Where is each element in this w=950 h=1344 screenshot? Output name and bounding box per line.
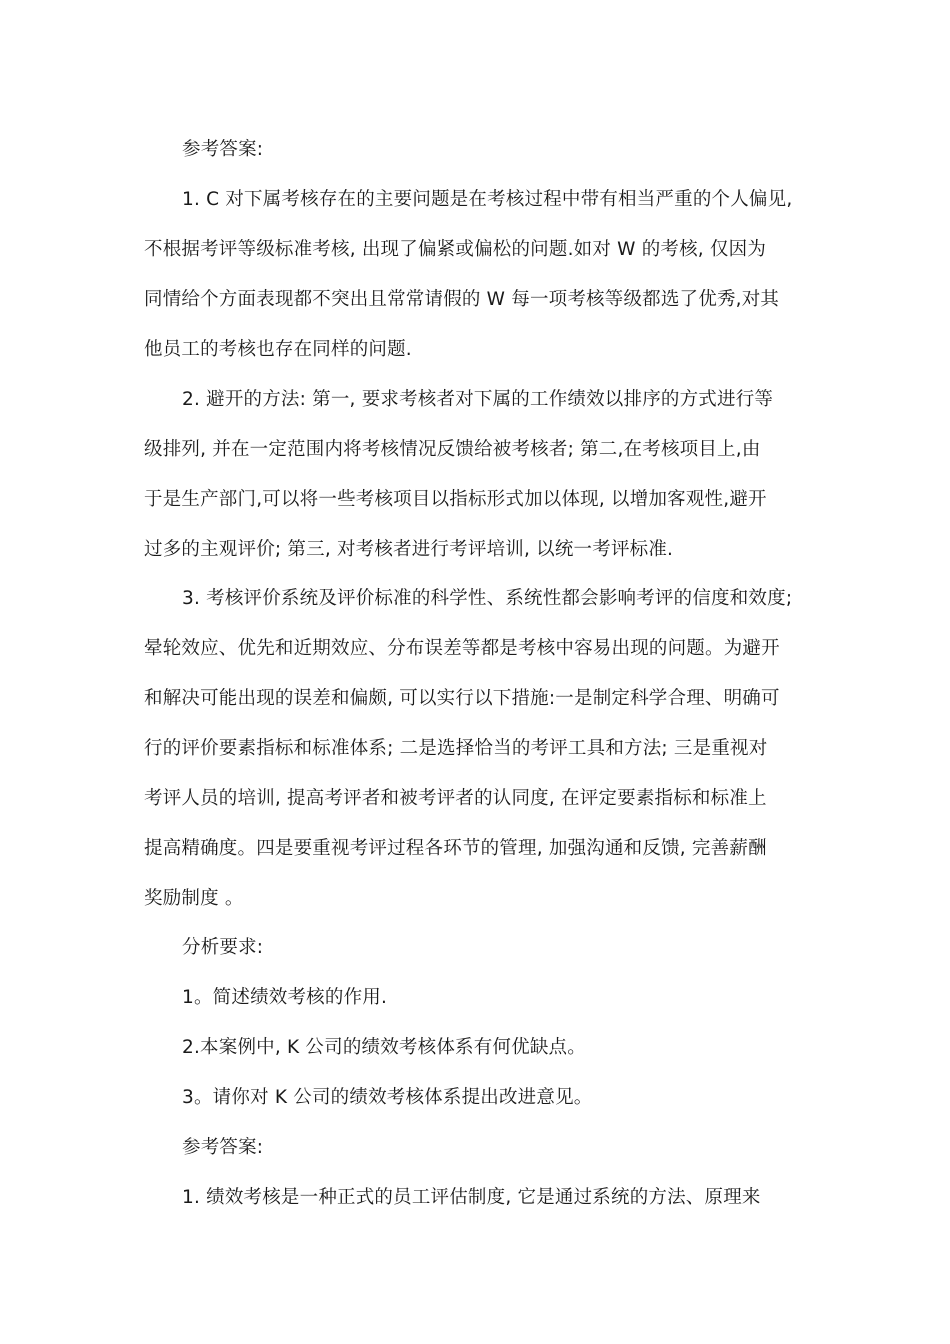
answer-2-line-2: 级排列, 并在一定范围内将考核情况反馈给被考核者; 第二,在考核项目上,由 [144,439,761,460]
section-heading-analysis-requirements: 分析要求: [182,937,264,958]
answer-3-line-5: 考评人员的培训, 提高考评者和被考评者的认同度, 在评定要素指标和标准上 [144,788,767,809]
section-heading-reference-answer: 参考答案: [182,139,264,160]
answer-3-line-2: 晕轮效应、优先和近期效应、分布误差等都是考核中容易出现的问题。为避开 [144,638,780,659]
answer-2-line-1: 2. 避开的方法: 第一, 要求考核者对下属的工作绩效以排序的方式进行等 [182,389,774,410]
answer-3-line-1: 3. 考核评价系统及评价标准的科学性、系统性都会影响考评的信度和效度; [182,588,793,609]
requirement-1: 1。简述绩效考核的作用. [182,987,388,1008]
answer-b1-line-1: 1. 绩效考核是一种正式的员工评估制度, 它是通过系统的方法、原理来 [182,1187,761,1208]
requirement-2: 2.本案例中, K 公司的绩效考核体系有何优缺点。 [182,1037,586,1058]
answer-3-line-3: 和解决可能出现的误差和偏颇, 可以实行以下措施:一是制定科学合理、明确可 [144,688,780,709]
answer-2-line-4: 过多的主观评价; 第三, 对考核者进行考评培训, 以统一考评标准. [144,539,674,560]
answer-1-line-2: 不根据考评等级标准考核, 出现了偏紧或偏松的问题.如对 W 的考核, 仅因为 [144,239,767,260]
answer-2-line-3: 于是生产部门,可以将一些考核项目以指标形式加以体现, 以增加客观性,避开 [144,489,767,510]
answer-1-line-3: 同情给个方面表现都不突出且常常请假的 W 每一项考核等级都选了优秀,对其 [144,289,780,310]
answer-1-line-4: 他员工的考核也存在同样的问题. [144,339,412,360]
requirement-3: 3。请你对 K 公司的绩效考核体系提出改进意见。 [182,1087,593,1108]
answer-3-line-4: 行的评价要素指标和标准体系; 二是选择恰当的考评工具和方法; 三是重视对 [144,738,768,759]
answer-1-line-1: 1. C 对下属考核存在的主要问题是在考核过程中带有相当严重的个人偏见, [182,189,793,210]
answer-3-line-7: 奖励制度 。 [144,888,244,909]
section-heading-reference-answer-2: 参考答案: [182,1137,264,1158]
answer-3-line-6: 提高精确度。四是要重视考评过程各环节的管理, 加强沟通和反馈, 完善薪酬 [144,838,767,859]
